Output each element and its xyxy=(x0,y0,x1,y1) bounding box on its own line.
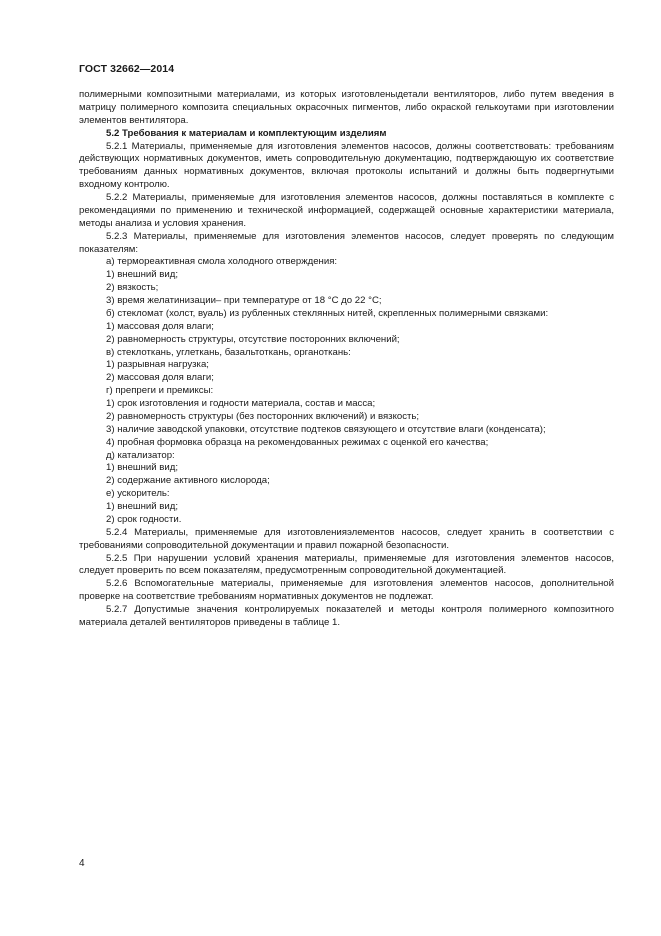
list-item-a: а) термореактивная смола холодного отверждения: xyxy=(106,256,338,268)
list-item-a-3: 3) время желатинизации– при температуре от 18 °С до 22 °С; xyxy=(106,295,382,306)
list-item-g-2: 2) равномерность структуры (без посторонних включений) и вязкость; xyxy=(106,410,420,422)
section-heading-5-2: 5.2 Требования к материалам и комплектующим изделиям xyxy=(106,127,387,139)
list-item-e-2: 2) срок годности. xyxy=(106,513,182,525)
paragraph-5-2-2: 5.2.2 Материалы, применяемые для изготовления элементов насосов, должны поставляться в комплекте с рекомендациями по применению и технической информацией, содержащей основные характеристики материала, методы анализа и условия хранения. xyxy=(79,192,614,229)
list-item-a-2: 2) вязкость; xyxy=(106,282,159,294)
page-number: 4 xyxy=(79,858,85,869)
paragraph-5-2-3: 5.2.3 Материалы, применяемые для изготовления элементов насосов, следует проверять по следующим показателям: xyxy=(79,230,614,255)
document-body xyxy=(79,89,614,630)
list-item-g-4: 4) пробная формовка образца на рекомендованных режимах с оценкой его качества; xyxy=(106,436,489,448)
list-item-v: в) стеклоткань, углеткань, базальтоткань, органоткань: xyxy=(106,346,351,358)
paragraph-5-2-4: 5.2.4 Материалы, применяемые для изготовленияэлементов насосов, следует хранить в соответствии с требованиями сопроводительной документации и правил пожарной безопасности. xyxy=(79,526,614,551)
list-item-v-2: 2) массовая доля влаги; xyxy=(106,372,214,384)
list-item-e-1: 1) внешний вид; xyxy=(106,501,179,512)
paragraph-5-2-6: 5.2.6 Вспомогательные материалы, применяемые для изготовления элементов насосов, дополнительной проверке на соответствие требованиям нормативных документов не подлежат. xyxy=(79,578,614,603)
list-item-b: б) стекломат (холст, вуаль) из рубленных стеклянных нитей, скрепленных полимерными связками: xyxy=(106,307,549,319)
list-item-v-1: 1) разрывная нагрузка; xyxy=(106,359,209,371)
list-item-g-3: 3) наличие заводской упаковки, отсутствие подтеков связующего и отсутствие влаги (конденсата); xyxy=(106,423,546,435)
list-item-e: е) ускоритель: xyxy=(106,488,170,500)
document-header-code: ГОСТ 32662—2014 xyxy=(79,63,175,75)
list-item-b-1: 1) массовая доля влаги; xyxy=(106,320,214,332)
list-item-a-1: 1) внешний вид; xyxy=(106,269,179,281)
paragraph-intro-continuation: полимерными композитными материалами, из которых изготовленыдетали вентиляторов, либо путем введения в матрицу полимерного композита специальных окрасочных пигментов, либо окраской гелькоутами при изготовлении элементов вентилятора. xyxy=(79,89,614,126)
list-item-b-2: 2) равномерность структуры, отсутствие посторонних включений; xyxy=(106,333,400,345)
paragraph-5-2-7: 5.2.7 Допустимые значения контролируемых показателей и методы контроля полимерного композитного материала деталей вентиляторов приведены в таблице 1. xyxy=(79,604,614,628)
list-item-d-1: 1) внешний вид; xyxy=(106,462,179,474)
paragraph-5-2-1: 5.2.1 Материалы, применяемые для изготовления элементов насосов, должны соответствовать: требованиям действующих нормативных документов, иметь сопроводительную документацию, подтверждающую их соответствие требованиям данных нормативных документов, включая протоколы испытаний и должны быть подвергнутыми входному контролю. xyxy=(79,140,614,191)
list-item-g: г) препреги и премиксы: xyxy=(106,385,214,397)
paragraph-5-2-5: 5.2.5 При нарушении условий хранения материалы, применяемые для изготовления элементов насосов, следует проверить по всем показателям, предусмотренным сопроводительной документацией. xyxy=(79,552,614,577)
list-item-d-2: 2) содержание активного кислорода; xyxy=(106,475,270,487)
list-item-d: д) катализатор: xyxy=(106,449,175,461)
list-item-g-1: 1) срок изготовления и годности материала, состав и масса; xyxy=(106,398,376,409)
